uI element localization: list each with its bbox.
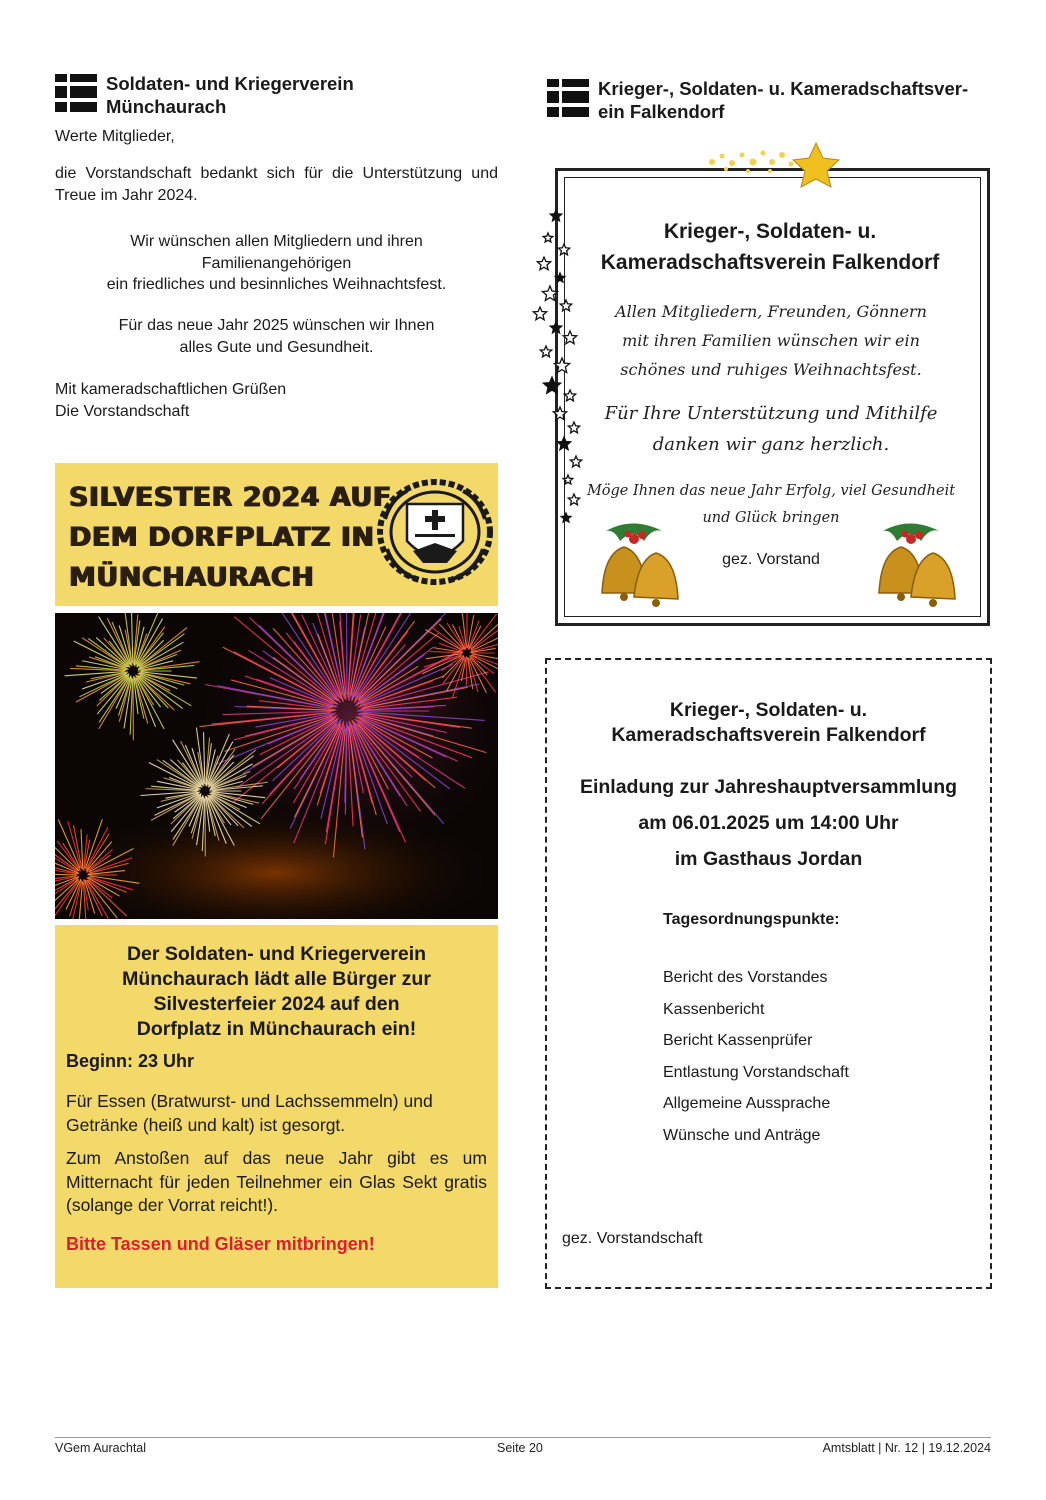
footer-page-number: Seite 20	[497, 1441, 543, 1455]
silvester-toast: Zum Anstoßen auf das neue Jahr gibt es um Mitternacht für jeden Teilnehmer ein Glas Sekt gratis (solange der Vorrat reicht!).	[66, 1148, 487, 1215]
closing: Mit kameradschaftlichen Grüßen Die Vorstandschaft	[55, 381, 287, 420]
star-icon	[540, 346, 551, 357]
section-heading-falkendorf	[547, 77, 990, 123]
gold-stars-icon	[709, 143, 839, 187]
section-flag-icon	[55, 74, 97, 114]
star-icon	[560, 300, 571, 311]
silvester-bring-notice: Bitte Tassen und Gläser mitbringen!	[66, 1234, 375, 1254]
invitation-date: am 06.01.2025 um 14:00 Uhr	[638, 812, 899, 834]
firework-streak	[466, 657, 467, 686]
intro-paragraph: die Vorstandschaft bedankt sich für die Unterstützung und Treue im Jahr 2024.	[55, 165, 498, 204]
card-greeting: Allen Mitgliedern, Freunden, Gönnern mit ihren Familien wünschen wir ein schönes und ruhiges Weihnachtsfest.	[615, 302, 927, 379]
star-icon	[550, 322, 561, 333]
silvester-info	[55, 925, 498, 1288]
invitation-signature: gez. Vorstandschaft	[562, 1230, 703, 1247]
silvester-begin: Beginn: 23 Uhr	[66, 1051, 195, 1071]
card-title: Krieger-, Soldaten- u. Kameradschaftsverein Falkendorf	[600, 220, 940, 274]
star-icon	[561, 513, 571, 522]
star-icon	[543, 233, 553, 242]
star-icon	[557, 437, 570, 450]
invitation-box	[545, 658, 992, 1289]
star-icon	[542, 286, 557, 301]
agenda-item: Bericht Kassenprüfer	[663, 1032, 813, 1049]
agenda-item: Allgemeine Aussprache	[663, 1095, 831, 1112]
agenda-item: Entlastung Vorstandschaft	[663, 1063, 849, 1081]
star-icon	[533, 307, 546, 320]
footer-publisher: VGem Aurachtal	[55, 1441, 147, 1455]
footer-issue: Amtsblatt | Nr. 12 | 19.12.2024	[822, 1441, 991, 1455]
invitation-club-title: Krieger-, Soldaten- u. Kameradschaftsverein Falkendorf	[611, 699, 926, 746]
section-flag-icon	[547, 79, 589, 119]
silvester-food: Für Essen (Bratwurst- und Lachssemmeln) und Getränke (heiß und kalt) ist gesorgt.	[66, 1091, 433, 1135]
section-heading-muenchaurach	[55, 72, 354, 118]
star-icon	[554, 358, 569, 373]
agenda-title: Tagesordnungspunkte:	[663, 911, 840, 928]
silvester-header	[55, 463, 498, 606]
star-icon	[564, 390, 575, 401]
newyear-wish: Für das neue Jahr 2025 wünschen wir Ihnen alles Gute und Gesundheit.	[118, 317, 435, 356]
star-icon	[537, 257, 550, 270]
agenda-item: Kassenbericht	[663, 1000, 765, 1018]
agenda-item: Bericht des Vorstandes	[663, 969, 828, 986]
silvester-title: SILVESTER 2024 AUF DEM DORFPLATZ IN MÜNCHAURACH	[69, 482, 392, 593]
card-thanks: Für Ihre Unterstützung und Mithilfe danken wir ganz herzlich.	[604, 403, 938, 455]
star-icon	[563, 475, 573, 484]
agenda-list	[663, 962, 849, 1151]
invitation-place: im Gasthaus Jordan	[674, 848, 863, 870]
silvester-lead: Der Soldaten- und Kriegerverein Münchaurach lädt alle Bürger zur Silvesterfeier 2024 auf den Dorfplatz in Münchaurach ein!	[122, 943, 431, 1040]
star-icon	[553, 407, 566, 420]
star-icon	[563, 331, 576, 344]
fireworks-image	[55, 613, 498, 919]
card-signature: gez. Vorstand	[722, 551, 820, 568]
section-heading-text: Soldaten- und Kriegerverein Münchaurach	[106, 73, 354, 117]
section-heading-text: Krieger-, Soldaten- u. Kameradschaftsver- ein Falkendorf	[598, 78, 969, 122]
christmas-wish: Wir wünschen allen Mitgliedern und ihren Familienangehörigen ein friedliches und besinnliches Weihnachtsfest.	[106, 233, 447, 293]
star-icon	[543, 377, 560, 393]
footer-divider	[55, 1437, 991, 1438]
agenda-item: Wünsche und Anträge	[663, 1126, 821, 1144]
fireworks-drawing	[55, 613, 498, 919]
invitation-event: Einladung zur Jahreshauptversammlung	[579, 776, 958, 798]
club-crest-icon	[377, 479, 493, 585]
salutation: Werte Mitglieder,	[55, 128, 175, 145]
card-newyear: Möge Ihnen das neue Jahr Erfolg, viel Gesundheit und Glück bringen	[586, 483, 956, 526]
